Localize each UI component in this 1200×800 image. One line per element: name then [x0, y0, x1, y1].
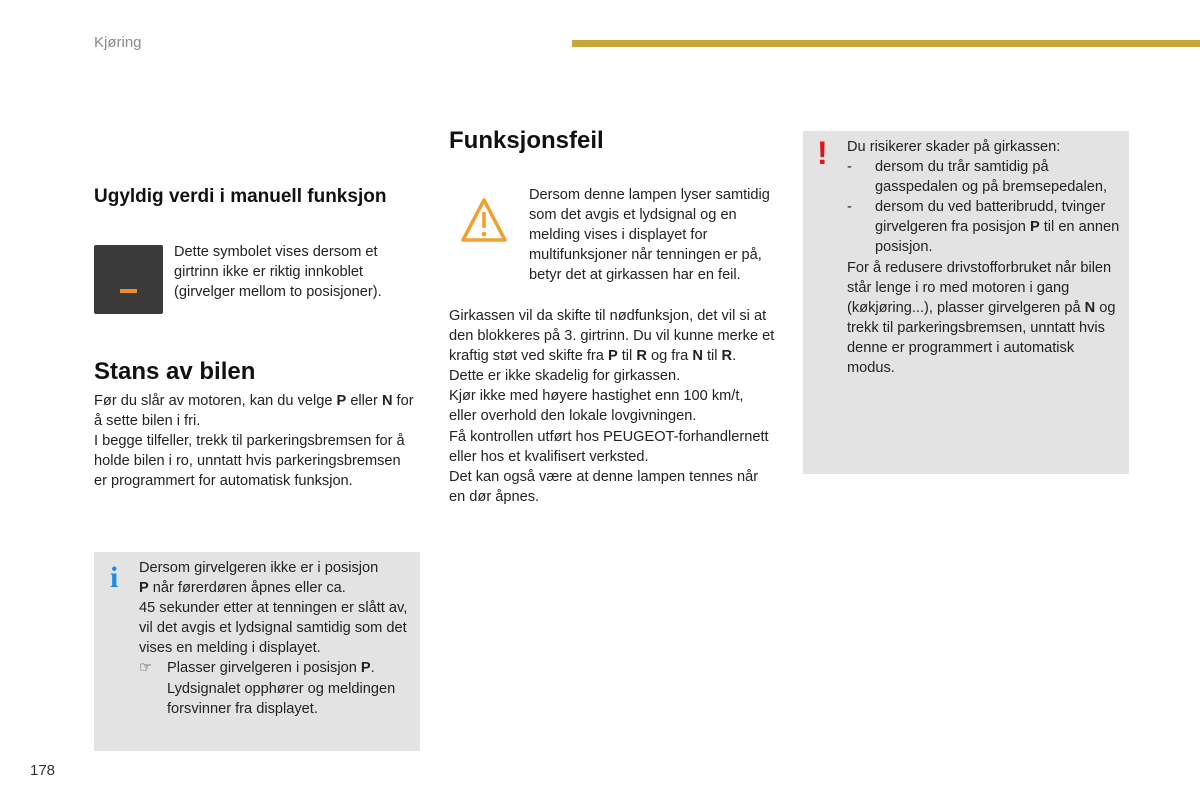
malfunction-paragraph-2: Kjør ikke med høyere hastighet enn 100 km/t, eller overhold den lokale lovgivningen. — [449, 388, 744, 425]
info-text — [139, 558, 413, 719]
list-item: - dersom du ved batteribrudd, tvinger girvelgeren fra posisjon P til en annen posisjon. — [847, 199, 1120, 256]
section-header: Kjøring — [94, 34, 142, 51]
info-line-1: Dersom girvelgeren ikke er i posisjon — [139, 560, 379, 576]
info-bullet-detail: Lydsignalet opphører og meldingen forsvinner fra displayet. — [167, 680, 396, 717]
warning-list — [847, 157, 1123, 257]
exclamation-icon: ! — [817, 135, 828, 171]
manual-error-title: Ugyldig verdi i manuell funksjon — [94, 186, 387, 207]
malfunction-title: Funksjonsfeil — [449, 127, 604, 154]
malfunction-paragraph-3: Få kontrollen utført hos PEUGEOT-forhandlernett eller hos et kvalifisert verksted. — [449, 428, 769, 465]
info-line-2: P når førerdøren åpnes eller ca. — [139, 580, 346, 597]
list-item: - dersom du trår samtidig på gasspedalen og på bremsepedalen, — [847, 159, 1108, 196]
malfunction-paragraph-1: Girkassen vil da skifte til nødfunksjon, det vil si at den blokkeres på 3. girtrinn. Du vil kunne merke et kraftig støt ved skifte fra P til R og fra N til R. Dette er ikke skadelig for girkassen. — [449, 308, 775, 385]
malfunction-paragraph-4: Det kan også være at denne lampen tennes når en dør åpnes. — [449, 468, 759, 505]
gear-indicator-icon — [94, 245, 163, 314]
info-line-3: 45 sekunder etter at tenningen er slått av, vil det avgis et lydsignal samtidig som det vises en melding i displayet. — [139, 600, 408, 657]
dash-indicator — [120, 289, 137, 293]
header-rule — [572, 40, 1200, 47]
lamp-text: Dersom denne lampen lyser samtidig som det avgis et lydsignal og en melding vises i displayet for multifunksjoner når tenningen er på, betyr det at girkassen har en feil. — [529, 187, 770, 284]
page-number: 178 — [30, 762, 56, 779]
warning-paragraph: For å redusere drivstofforbruket når bilen står lenge i ro med motoren i gang (køkjøring...), plasser girvelgeren på N og trekk til parkeringsbremsen, unntatt hvis denne er programmert i automatisk modus. — [847, 259, 1116, 377]
info-box — [94, 552, 420, 751]
warning-box — [803, 131, 1129, 474]
info-bullet: ☞ Plasser girvelgeren i posisjon P. Lydsignalet opphører og meldingen forsvinner fra displayet. — [139, 658, 413, 718]
info-icon: i — [110, 561, 119, 594]
warning-text — [847, 137, 1123, 378]
warning-triangle-icon — [459, 196, 509, 244]
hand-pointer-icon: ☞ — [139, 660, 153, 677]
manual-error-text: Dette symbolet vises dersom et girtrinn ikke er riktig innkoblet (girvelger mellom to posisjoner). — [174, 244, 382, 301]
stop-paragraph-1: Før du slår av motoren, kan du velge P eller N for å sette bilen i fri. — [94, 393, 414, 430]
stop-title: Stans av bilen — [94, 358, 256, 385]
malfunction-body — [449, 306, 775, 507]
warning-intro: Du risikerer skader på girkassen: — [847, 139, 1061, 155]
stop-paragraph-2: I begge tilfeller, trekk til parkeringsbremsen for å holde bilen i ro, unntatt hvis parkeringsbremsen er programmert for automatisk funksjon. — [94, 433, 405, 490]
stop-body — [94, 391, 416, 491]
